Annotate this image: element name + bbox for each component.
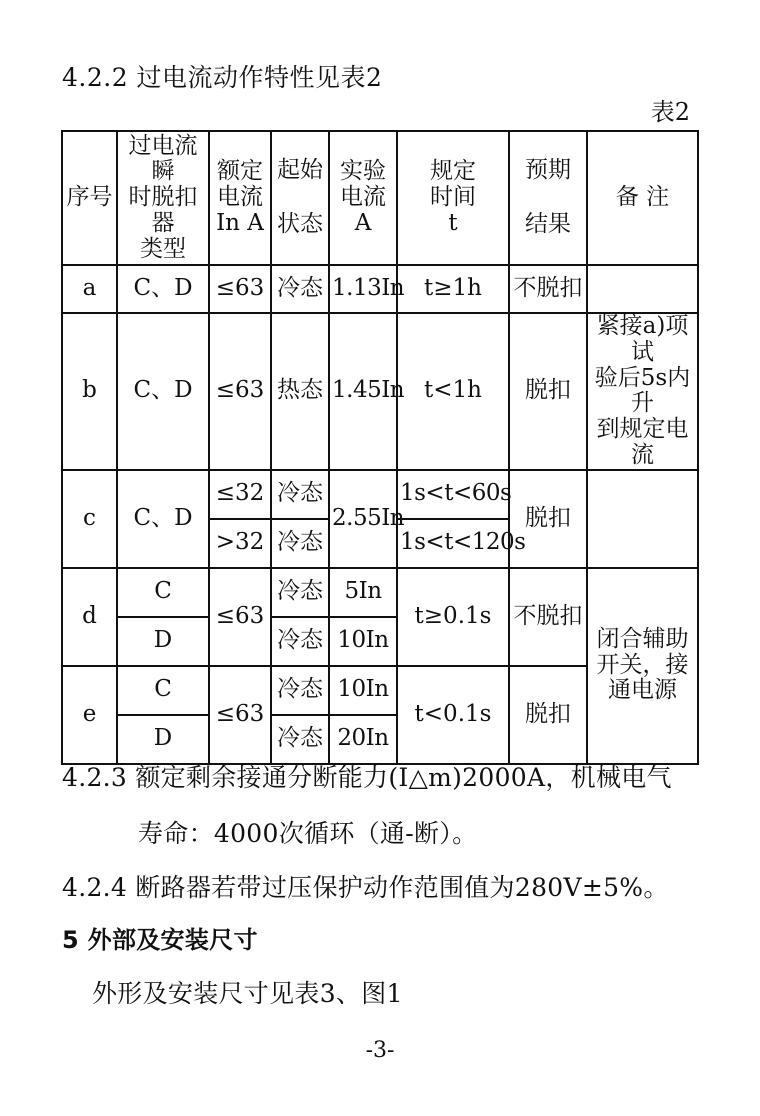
cell-time: t≥1h <box>397 265 509 313</box>
cell-no: a <box>62 265 117 313</box>
cell-state: 冷态 <box>271 470 329 519</box>
cell-time: t≥0.1s <box>397 568 509 666</box>
cell-time: t<0.1s <box>397 666 509 764</box>
cell-type: C、D <box>117 265 209 313</box>
cell-note-empty <box>587 470 698 568</box>
paragraph-4-2-4: 4.2.4 断路器若带过压保护动作范围值为280V±5%。 <box>62 873 669 902</box>
cell-type: C <box>117 666 209 715</box>
cell-current: 10In <box>329 666 397 715</box>
cell-state: 冷态 <box>271 265 329 313</box>
cell-rated: ≤63 <box>209 666 271 764</box>
header-specified-time: 规定 时间 t <box>397 131 509 265</box>
cell-note-empty <box>587 265 698 313</box>
cell-rated: ≤63 <box>209 568 271 666</box>
cell-time: t<1h <box>397 313 509 470</box>
cell-type: D <box>117 617 209 666</box>
cell-type: C <box>117 568 209 617</box>
header-trip-type: 过电流瞬 时脱扣器 类型 <box>117 131 209 265</box>
overcurrent-characteristics-table <box>61 130 699 765</box>
cell-current: 1.13In <box>329 265 397 313</box>
cell-note-de: 闭合辅助 开关，接 通电源 <box>587 568 698 764</box>
cell-current: 5In <box>329 568 397 617</box>
cell-time: 1s<t<120s <box>397 519 509 568</box>
cell-result: 脱扣 <box>509 470 587 568</box>
table-caption: 表2 <box>650 98 690 126</box>
cell-type: C、D <box>117 470 209 568</box>
cell-note-b: 紧接a)项试 验后5s内升 到规定电流 <box>587 313 698 470</box>
table-row-b <box>62 313 698 470</box>
cell-state: 冷态 <box>271 715 329 764</box>
cell-state: 冷态 <box>271 617 329 666</box>
cell-rated: ≤63 <box>209 313 271 470</box>
cell-state: 热态 <box>271 313 329 470</box>
cell-current: 2.55In <box>329 470 397 568</box>
header-initial-state: 起始 状态 <box>271 131 329 265</box>
section-5-title: 5 外部及安装尺寸 <box>62 926 258 954</box>
table-row-a <box>62 265 698 313</box>
table-header-row <box>62 131 698 265</box>
cell-rated: ≤63 <box>209 265 271 313</box>
cell-no: d <box>62 568 117 666</box>
header-expected-result: 预期 结果 <box>509 131 587 265</box>
cell-no: c <box>62 470 117 568</box>
paragraph-4-2-3-continued: 寿命：4000次循环（通-断）。 <box>138 819 478 848</box>
page-number: -3- <box>365 1038 395 1063</box>
table-row-c1 <box>62 470 698 519</box>
header-test-current: 实验 电流 A <box>329 131 397 265</box>
cell-time: 1s<t<60s <box>397 470 509 519</box>
cell-type: C、D <box>117 313 209 470</box>
cell-result: 不脱扣 <box>509 265 587 313</box>
cell-state: 冷态 <box>271 519 329 568</box>
header-no: 序号 <box>62 131 117 265</box>
cell-state: 冷态 <box>271 568 329 617</box>
cell-no: b <box>62 313 117 470</box>
cell-current: 10In <box>329 617 397 666</box>
header-remarks: 备 注 <box>587 131 698 265</box>
cell-result: 不脱扣 <box>509 568 587 666</box>
cell-current: 20In <box>329 715 397 764</box>
cell-no: e <box>62 666 117 764</box>
table-row-d1 <box>62 568 698 617</box>
cell-rated: ≤32 <box>209 470 271 519</box>
cell-state: 冷态 <box>271 666 329 715</box>
cell-type: D <box>117 715 209 764</box>
section-heading-4-2-2: 4.2.2 过电流动作特性见表2 <box>62 63 383 92</box>
cell-result: 脱扣 <box>509 313 587 470</box>
cell-result: 脱扣 <box>509 666 587 764</box>
header-rated-current: 额定 电流 In A <box>209 131 271 265</box>
cell-current: 1.45In <box>329 313 397 470</box>
section-5-text: 外形及安装尺寸见表3、图1 <box>92 979 403 1008</box>
paragraph-4-2-3: 4.2.3 额定剩余接通分断能力(I△m)2000A，机械电气 <box>62 763 672 792</box>
cell-rated: >32 <box>209 519 271 568</box>
